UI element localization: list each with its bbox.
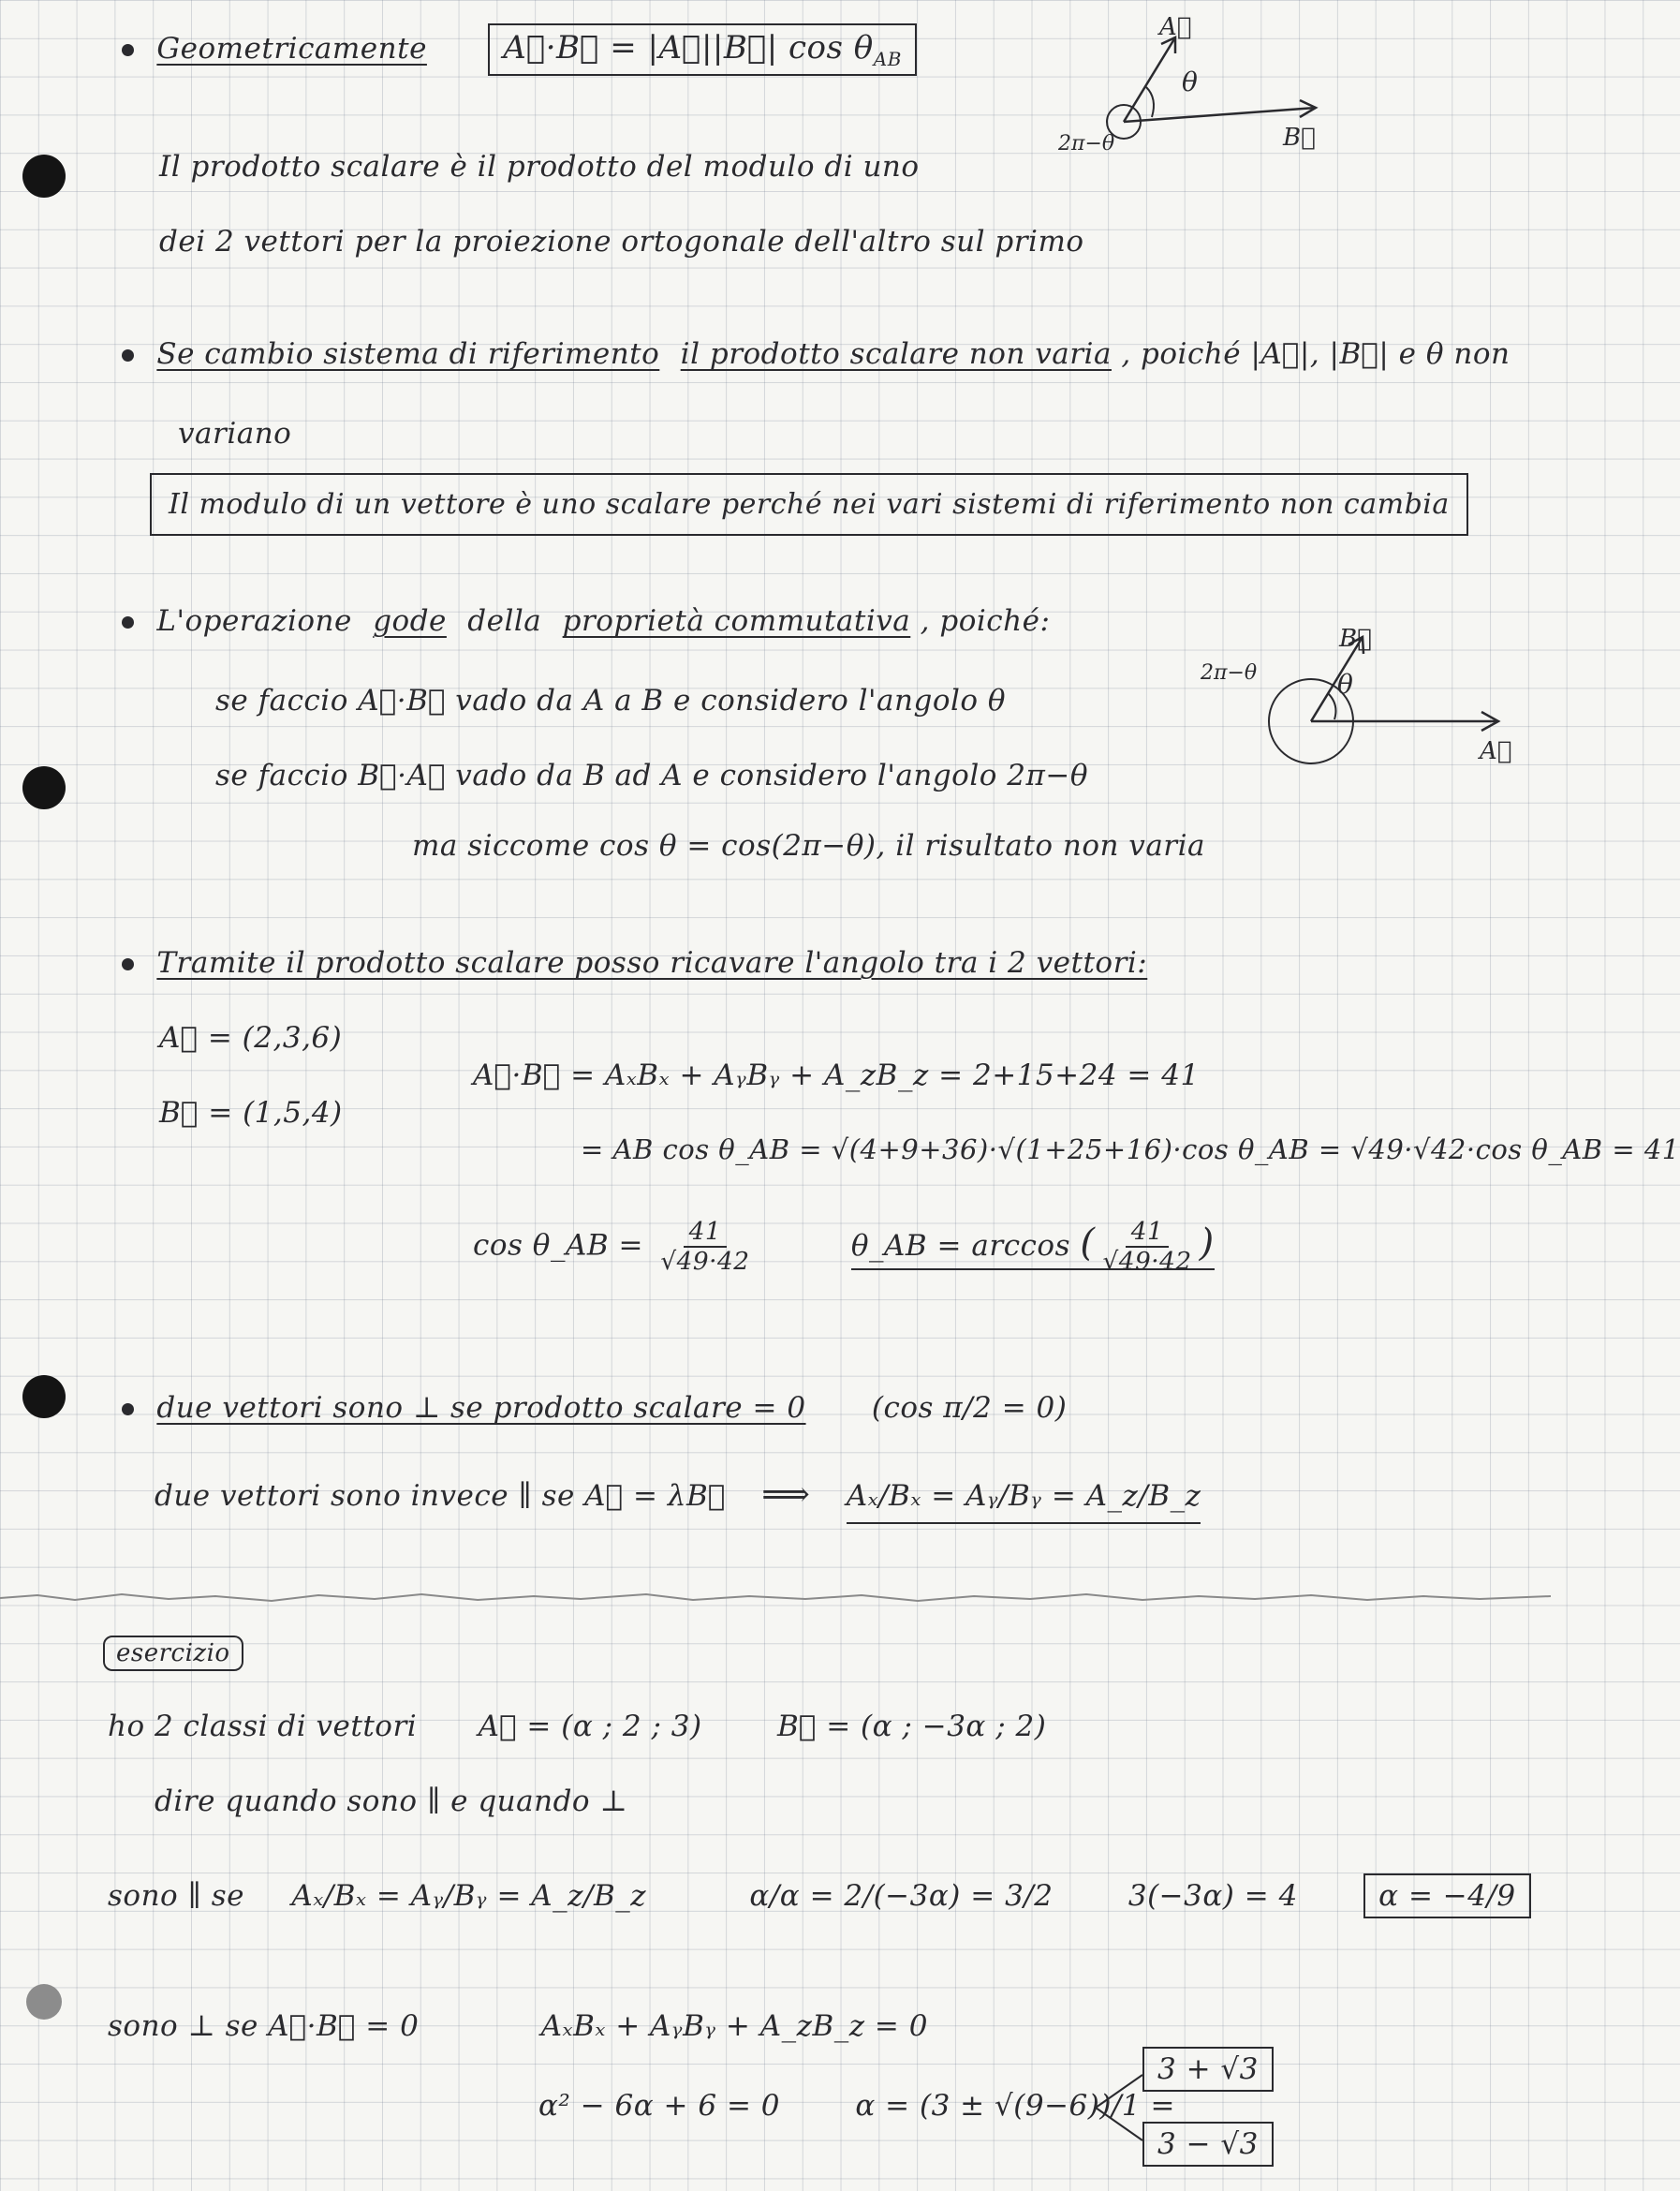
alpha-root-1: 3 + √3 xyxy=(1142,2047,1274,2092)
text-segment: il prodotto scalare non varia xyxy=(680,337,1112,371)
text-line xyxy=(1142,2122,1274,2167)
text-segment: , poiché |A⃗|, |B⃗| e θ non xyxy=(1121,337,1511,371)
text-line xyxy=(122,946,1147,980)
vector-b-class: B⃗ = (α ; −3α ; 2) xyxy=(776,1710,1047,1743)
text-line: ma siccome cos θ = cos(2π−θ), il risultato non varia xyxy=(412,829,1206,863)
reflex-angle-label: 2π−θ xyxy=(1058,132,1115,155)
text-segment: proprietà commutativa xyxy=(562,604,911,638)
dot-product-calculation: A⃗·B⃗ = AₓBₓ + AᵧBᵧ + A_zB_z = 2+15+24 = 41 xyxy=(473,1058,1200,1092)
text-segment: della xyxy=(467,604,542,638)
dot-product-formula-box xyxy=(488,23,917,76)
cosine-result-line xyxy=(473,1218,1215,1276)
boxed-statement: Il modulo di un vettore è uno scalare perché nei vari sistemi di riferimento non cambia xyxy=(150,473,1468,536)
alpha-parallel-result: α = −4/9 xyxy=(1363,1873,1530,1918)
text-line xyxy=(122,604,1050,638)
binder-hole xyxy=(22,766,66,809)
theta-label: θ xyxy=(1182,67,1198,97)
vector-b-label: B⃗ xyxy=(1283,124,1316,152)
fraction xyxy=(660,1218,749,1276)
text-line xyxy=(150,473,1468,536)
text-segment: sono ⊥ se A⃗·B⃗ = 0 xyxy=(108,2009,420,2043)
formula-subscript: AB xyxy=(873,47,902,70)
text-segment: cos θ_AB = xyxy=(473,1228,643,1263)
text-segment: α/α = 2/(−3α) = 3/2 xyxy=(749,1879,1054,1913)
text-segment: , poiché: xyxy=(920,604,1051,638)
text-line xyxy=(103,1635,243,1668)
theta-label: θ xyxy=(1337,669,1353,700)
text-line: Il prodotto scalare è il prodotto del modulo di uno xyxy=(159,150,920,184)
vector-angle-sketch-top xyxy=(1058,13,1330,164)
vector-a-class: A⃗ = (α ; 2 ; 3) xyxy=(478,1710,702,1743)
parallel-condition: Aₓ/Bₓ = Aᵧ/Bᵧ = A_z/B_z xyxy=(847,1479,1201,1524)
text-segment: θ_AB = arccos xyxy=(850,1228,1070,1263)
fraction xyxy=(1102,1218,1191,1276)
text-line: se faccio A⃗·B⃗ vado da A a B e considero l'angolo θ xyxy=(215,684,1007,718)
quadratic-line xyxy=(538,2089,1175,2123)
text-line xyxy=(1142,2047,1274,2092)
binder-hole xyxy=(26,1984,62,2020)
bullet xyxy=(122,1403,134,1415)
text-segment: sono ∥ se xyxy=(108,1879,244,1913)
text-segment: Aₓ/Bₓ = Aᵧ/Bᵧ = A_z/B_z xyxy=(291,1879,647,1913)
text-segment: due vettori sono invece ∥ se A⃗ = λB⃗ xyxy=(155,1479,726,1513)
text-segment: gode xyxy=(373,604,447,638)
vector-angle-sketch-mid xyxy=(1199,618,1517,787)
binder-hole xyxy=(22,155,66,198)
vector-a-components: A⃗ = (2,3,6) xyxy=(159,1021,343,1055)
heading-geometrically: Geometricamente xyxy=(156,32,427,66)
text-line xyxy=(155,1475,1201,1514)
bullet xyxy=(122,349,134,362)
numerator: 41 xyxy=(1126,1218,1170,1248)
dot-product-modulus-calculation: = AB cos θ_AB = √(4+9+36)·√(1+25+16)·cos θ_AB = √49·√42·cos θ_AB = 41 xyxy=(581,1133,1680,1165)
binder-hole xyxy=(22,1375,66,1418)
vector-b-components: B⃗ = (1,5,4) xyxy=(159,1096,343,1130)
text-segment: Se cambio sistema di riferimento xyxy=(156,337,660,371)
bullet xyxy=(122,958,134,970)
text-segment: ho 2 classi di vettori xyxy=(108,1710,418,1743)
text-line: dire quando sono ∥ e quando ⊥ xyxy=(155,1784,628,1818)
text-line: dei 2 vettori per la proiezione ortogonale dell'altro sul primo xyxy=(159,225,1084,259)
denominator: √49·42 xyxy=(660,1248,750,1276)
text-segment: (cos π/2 = 0) xyxy=(871,1391,1068,1425)
text-segment: α = (3 ± √(9−6))/1 = xyxy=(855,2089,1175,2123)
formula: A⃗·B⃗ = |A⃗||B⃗| cos θ xyxy=(503,29,874,67)
alpha-root-2: 3 − √3 xyxy=(1142,2122,1274,2167)
bullet xyxy=(122,616,134,629)
bullet xyxy=(122,44,134,56)
text-segment: 3(−3α) = 4 xyxy=(1127,1879,1298,1913)
text-segment: L'operazione xyxy=(156,604,352,638)
branch-lines xyxy=(1091,2065,1147,2150)
text-segment: α² − 6α + 6 = 0 xyxy=(538,2089,781,2123)
vector-a-label: A⃗ xyxy=(1159,13,1192,41)
text-line xyxy=(122,1391,1067,1425)
numerator: 41 xyxy=(684,1218,728,1248)
text-line xyxy=(122,23,917,76)
parallel-solution-line xyxy=(108,1873,1531,1918)
text-line xyxy=(108,1710,1046,1743)
text-line xyxy=(122,337,1511,371)
text-line: se faccio B⃗·A⃗ vado da B ad A e considero l'angolo 2π−θ xyxy=(215,759,1088,792)
reflex-angle-label: 2π−θ xyxy=(1201,661,1258,685)
denominator: √49·42 xyxy=(1102,1248,1192,1276)
implies-arrow: ⟹ xyxy=(761,1475,811,1514)
torn-edge xyxy=(0,1591,1551,1606)
exercise-label: esercizio xyxy=(103,1636,243,1671)
text-line: variano xyxy=(178,417,292,451)
perpendicular-line xyxy=(108,2009,928,2043)
vector-a-label: A⃗ xyxy=(1480,737,1512,765)
text-segment: Tramite il prodotto scalare posso ricavare l'angolo tra i 2 vettori: xyxy=(156,946,1148,980)
angle-result: θ_AB = arccos ( $\frac{41}{√49\cdot 42}$ ) xyxy=(850,1218,1215,1276)
text-segment: due vettori sono ⊥ se prodotto scalare = 0 xyxy=(156,1391,806,1425)
vector-b-label: B⃗ xyxy=(1339,625,1372,653)
text-segment: AₓBₓ + AᵧBᵧ + A_zB_z = 0 xyxy=(540,2009,928,2043)
